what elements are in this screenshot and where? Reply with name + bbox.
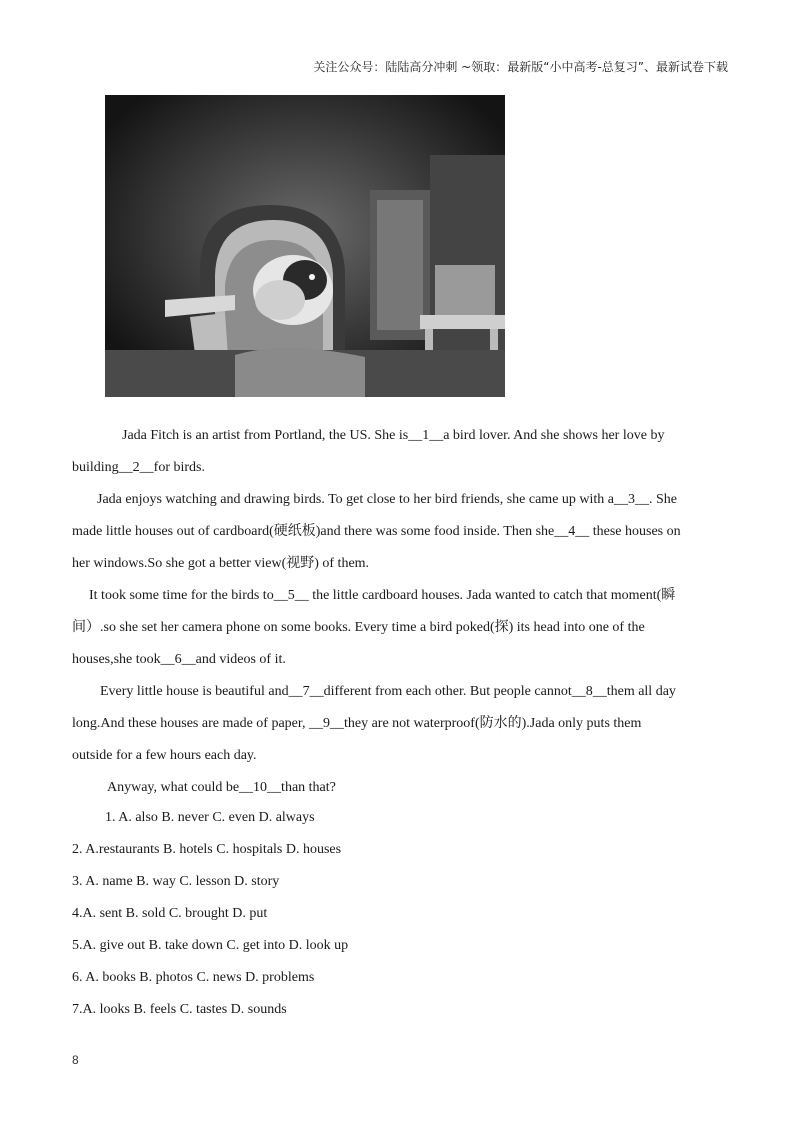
passage-line: long.And these houses are made of paper, __9__they are not waterproof(防水的).Jada only puts them (72, 716, 642, 731)
passage-line: houses,she took__6__and videos of it. (72, 652, 286, 667)
page-header-promo: 关注公众号：陆陆高分冲刺 ~领取：最新版“小中高考-总复习”、最新试卷下载 (313, 60, 728, 74)
bird-in-cardboard-house-photo (105, 95, 505, 397)
passage-line: Every little house is beautiful and__7__different from each other. But people cannot__8__them all day (100, 684, 676, 699)
question-item: 2. A.restaurants B. hotels C. hospitals D. houses (72, 842, 342, 857)
page-number: 8 (72, 1053, 79, 1067)
question-item: 5.A. give out B. take down C. get into D. look up (72, 938, 349, 953)
bird-photo (105, 95, 505, 397)
question-item: 7.A. looks B. feels C. tastes D. sounds (72, 1002, 287, 1017)
question-item: 4.A. sent B. sold C. brought D. put (72, 906, 268, 921)
passage-line: Jada Fitch is an artist from Portland, the US. She is__1__a bird lover. And she shows her love by (122, 428, 665, 443)
passage-line: It took some time for the birds to__5__ the little cardboard houses. Jada wanted to catch that moment(瞬 (89, 588, 676, 603)
question-item: 6. A. books B. photos C. news D. problems (72, 970, 315, 985)
passage-line: Anyway, what could be__10__than that? (107, 780, 336, 795)
passage-line: 间）.so she set her camera phone on some books. Every time a bird poked(探) its head into one of the (72, 620, 645, 635)
passage-line: outside for a few hours each day. (72, 748, 257, 763)
passage-line: made little houses out of cardboard(硬纸板)and there was some food inside. Then she__4__ these houses on (72, 524, 681, 539)
passage-line: Jada enjoys watching and drawing birds. To get close to her bird friends, she came up with a__3__. She (97, 492, 678, 507)
passage-line: her windows.So she got a better view(视野) of them. (72, 556, 370, 571)
question-item: 3. A. name B. way C. lesson D. story (72, 874, 280, 889)
passage-line: building__2__for birds. (72, 460, 205, 475)
question-item: 1. A. also B. never C. even D. always (105, 810, 315, 825)
